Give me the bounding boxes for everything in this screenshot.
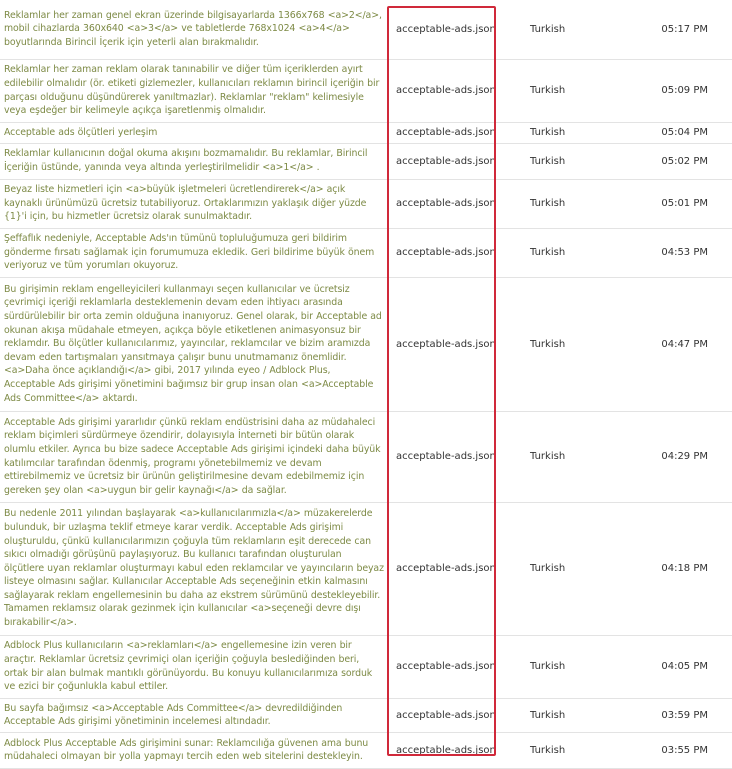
table-row[interactable] bbox=[0, 411, 732, 502]
table-row[interactable] bbox=[0, 635, 732, 698]
language: Turkish bbox=[508, 732, 650, 768]
language: Turkish bbox=[508, 59, 650, 122]
language: Turkish bbox=[508, 635, 650, 698]
language: Turkish bbox=[508, 698, 650, 732]
timestamp: 04:18 PM bbox=[650, 502, 732, 635]
table-row[interactable] bbox=[0, 143, 732, 179]
table-row[interactable] bbox=[0, 122, 732, 143]
source-text: Bu girişimin reklam engelleyicileri kullanmayı seçen kullanıcılar ve ücretsiz çevrimiçi içeriği reklamlarla desteklemenin devam eden ihtiyacı arasında sürdürülebilir bir orta zemin olduğuna inanıyoruz. Genel olarak, bir Acceptable ad okunan akışa müdahale etmeyen, açıkça böyle etiketlenen animasyonsuz bir reklamdır. Bu ölçütler kullanıcılarımız, yayıncılar, reklamcılar ve bizim aramızda devam eden tartışmaları yansıtmaya çalışır bunu unutmamanız önemlidir. <a>Daha önce açıklandığı</a> gibi, 2017 yılında eyeo / Adblock Plus, Acceptable Ads girişimi yönetimini bağımsız bir grup insan olan <a>Acceptable Ads Committee</a> aktardı. bbox=[0, 277, 390, 411]
timestamp: 05:17 PM bbox=[650, 0, 732, 59]
timestamp: 04:05 PM bbox=[650, 635, 732, 698]
table-row[interactable] bbox=[0, 732, 732, 768]
source-text: Bu nedenle 2011 yılından başlayarak <a>kullanıcılarımızla</a> müzakerelerde bulunduk, bir uzlaşma teklif etmeye karar verdik. Acceptable Ads girişimi oluşturuldu, çünkü kullanıcılarımızın çoğuyla tüm reklamların eşit derecede can sıkıcı olmadığı görüşünü paylaşıyoruz. Bu kullanıcı tarafından oluşturulan ölçütlere uyan reklamlar oluşturmayı kabul eden reklamcılar ve yayıncıların beyaz listeye olmasını sağlar. Kullanıcılar Acceptable Ads seçeneğinin etkin kalmasını sağlayarak reklam engellemesinin bu daha az ekstrem sürümünü destekleyebilir. Tamamen reklamsız olarak gezinmek için kullanıcılar <a>seçeneği devre dışı bırakabilir</a>. bbox=[0, 502, 390, 635]
language: Turkish bbox=[508, 502, 650, 635]
timestamp: 03:59 PM bbox=[650, 698, 732, 732]
language: Turkish bbox=[508, 179, 650, 228]
source-text: Adblock Plus kullanıcıların <a>reklamları</a> engellemesine izin veren bir araçtır. Reklamlar ücretsiz çevrimiçi olan içeriğin çoğuyla beslediğinden beri, ortak bir alan bulmak mantıklı görünüyordu. Bu konuyu kullanıcılarımıza sorduk ve ezici bir çoğunlukla kabul ettiler. bbox=[0, 635, 390, 698]
timestamp: 03:55 PM bbox=[650, 732, 732, 768]
source-text: Adblock Plus Acceptable Ads girişimini sunar: Reklamcılığa güvenen ama bunu müdahaleci olmayan bir yolla yapmayı tercih eden web sitelerini destekleyin. bbox=[0, 732, 390, 768]
table-row[interactable] bbox=[0, 502, 732, 635]
timestamp: 04:53 PM bbox=[650, 228, 732, 277]
timestamp: 05:09 PM bbox=[650, 59, 732, 122]
file-name: acceptable-ads.json bbox=[390, 635, 508, 698]
source-text: Beyaz liste hizmetleri için <a>büyük işletmeleri ücretlendirerek</a> açık kaynaklı ürünümüzü ücretsiz tutabiliyoruz. Ortaklarımızın yaklaşık diğer yüzde {1}'i için, bu hizmetler ücretsiz olarak sunulmaktadır. bbox=[0, 179, 390, 228]
language: Turkish bbox=[508, 122, 650, 143]
language: Turkish bbox=[508, 411, 650, 502]
file-name: acceptable-ads.json bbox=[390, 122, 508, 143]
file-name: acceptable-ads.json bbox=[390, 502, 508, 635]
table-row[interactable] bbox=[0, 277, 732, 411]
file-name: acceptable-ads.json bbox=[390, 0, 508, 59]
language: Turkish bbox=[508, 228, 650, 277]
table-row[interactable] bbox=[0, 228, 732, 277]
file-name: acceptable-ads.json bbox=[390, 277, 508, 411]
source-text: Reklamlar her zaman reklam olarak tanınabilir ve diğer tüm içeriklerden ayırt edilebilir olmalıdır (ör. etiketi gizlemezler, kullanıcıları reklamın birincil içeriğin bir parçası olduğunu düşündürerek yanıltmazlar). Reklamlar "reklam" kelimesiyle veya eşdeğer bir kelimeyle açıkça işaretlenmiş olmalıdır. bbox=[0, 59, 390, 122]
table-row[interactable] bbox=[0, 698, 732, 732]
timestamp: 05:04 PM bbox=[650, 122, 732, 143]
source-text: Acceptable Ads girişimi yararlıdır çünkü reklam endüstrisini daha az müdahaleci reklam biçimleri sürdürmeye özendirir, dolayısıyla İnterneti bir bütün olarak olumlu etkiler. Ayrıca bu bize sadece Acceptable Ads girişimi içindeki daha büyük katılımcılar tarafından ödenmiş, programı yönetebilmemiz ve devam ettirebilmemiz ve ücretsiz bir ürünün geliştirilmesine devam edebilmemiz için gereken şey olan <a>uygun bir gelir kaynağı</a> da sağlar. bbox=[0, 411, 390, 502]
table-row[interactable] bbox=[0, 0, 732, 59]
timestamp: 04:29 PM bbox=[650, 411, 732, 502]
language: Turkish bbox=[508, 277, 650, 411]
file-name: acceptable-ads.json bbox=[390, 228, 508, 277]
file-name: acceptable-ads.json bbox=[390, 411, 508, 502]
language: Turkish bbox=[508, 0, 650, 59]
source-text: Bu sayfa bağımsız <a>Acceptable Ads Committee</a> devredildiğinden Acceptable Ads girişimi yönetiminin incelemesi altındadır. bbox=[0, 698, 390, 732]
source-text: Reklamlar her zaman genel ekran üzerinde bilgisayarlarda 1366x768 <a>2</a>, mobil cihazlarda 360x640 <a>3</a> ve tabletlerde 768x1024 <a>4</a> boyutlarında Birincil İçerik için yeterli alan bırakmalıdır. bbox=[0, 0, 390, 59]
source-text: Reklamlar kullanıcının doğal okuma akışını bozmamalıdır. Bu reklamlar, Birincil İçeriğin üstünde, yanında veya altında yerleştirilmelidir <a>1</a> . bbox=[0, 143, 390, 179]
timestamp: 05:01 PM bbox=[650, 179, 732, 228]
table-row[interactable] bbox=[0, 179, 732, 228]
file-name: acceptable-ads.json bbox=[390, 698, 508, 732]
timestamp: 04:47 PM bbox=[650, 277, 732, 411]
timestamp: 05:02 PM bbox=[650, 143, 732, 179]
source-text: Şeffaflık nedeniyle, Acceptable Ads'ın tümünü topluluğumuza geri bildirim gönderme fırsatı sağlamak için forumumuza ekledik. Geri bildirime büyük önem veriyoruz ve tüm yorumları okuyoruz. bbox=[0, 228, 390, 277]
file-name: acceptable-ads.json bbox=[390, 59, 508, 122]
source-text: Acceptable ads ölçütleri yerleşim bbox=[0, 122, 390, 143]
file-name: acceptable-ads.json bbox=[390, 143, 508, 179]
language: Turkish bbox=[508, 143, 650, 179]
table-row[interactable] bbox=[0, 59, 732, 122]
file-name: acceptable-ads.json bbox=[390, 179, 508, 228]
file-name: acceptable-ads.json bbox=[390, 732, 508, 768]
